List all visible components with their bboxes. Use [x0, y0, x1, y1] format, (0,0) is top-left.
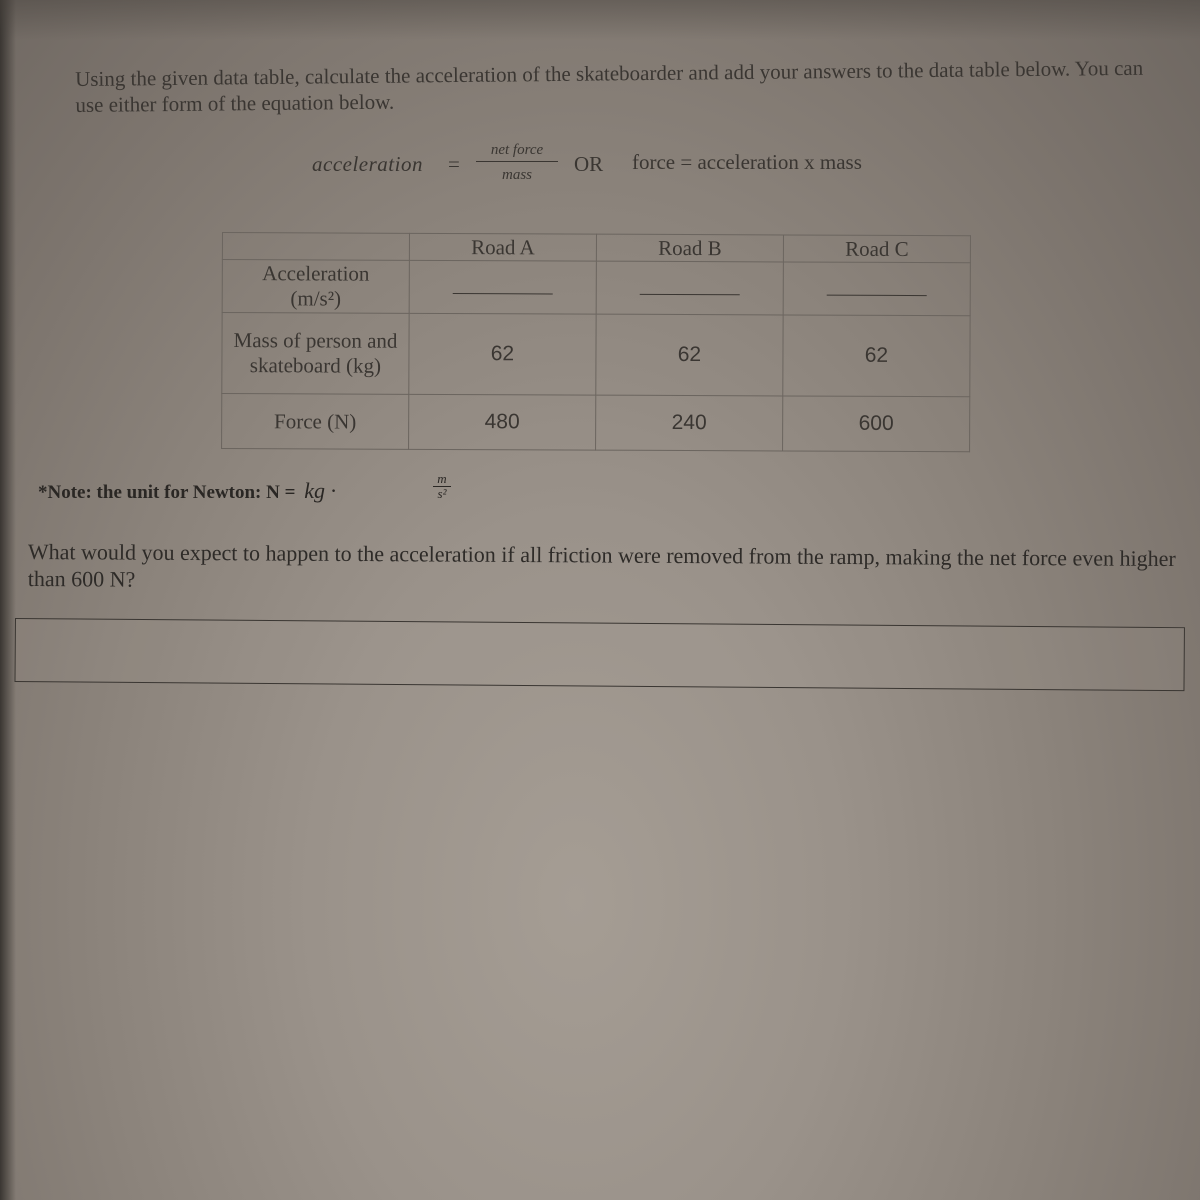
table-header-empty [222, 233, 409, 261]
answer-blank-road-c[interactable] [827, 294, 927, 295]
note-fraction-denominator: s² [437, 486, 447, 501]
acceleration-label: Acceleration [262, 261, 370, 286]
acceleration-road-a-cell[interactable] [409, 260, 596, 314]
acceleration-road-c-cell[interactable] [783, 262, 970, 316]
acceleration-unit: (m/s²) [290, 286, 342, 311]
equation-or: OR [574, 152, 604, 176]
table-row-force [222, 394, 970, 452]
equation-lhs: acceleration [312, 152, 423, 176]
note-fraction [433, 472, 451, 501]
page-top-shadow [0, 0, 1200, 40]
question-text: What would you expect to happen to the acceleration if all friction were removed from the ramp, making the net force even higher than 600 N? [27, 539, 1176, 592]
newton-unit-note [38, 471, 447, 504]
equation-fraction [476, 142, 558, 184]
table-header-road-c: Road C [783, 235, 970, 263]
acceleration-equation [312, 142, 932, 192]
equation-equals: = [448, 152, 460, 176]
note-kg: kg · [304, 478, 336, 503]
force-road-b: 240 [596, 395, 783, 451]
row-label-acceleration [222, 260, 409, 314]
table-header-road-b: Road B [596, 234, 783, 262]
table-row-acceleration [222, 260, 970, 316]
equation-numerator: net force [476, 142, 558, 162]
answer-blank-road-b[interactable] [640, 293, 740, 294]
data-table [221, 232, 971, 452]
table-row-mass [222, 313, 970, 397]
mass-road-b: 62 [596, 314, 783, 396]
row-label-force: Force (N) [222, 394, 409, 450]
equation-denominator: mass [501, 167, 532, 183]
row-label-mass: Mass of person and skateboard (kg) [222, 313, 409, 395]
table-header-road-a: Road A [409, 233, 596, 261]
force-road-c: 600 [783, 396, 970, 452]
answer-box[interactable] [14, 618, 1184, 691]
mass-road-c: 62 [783, 315, 970, 397]
instructions-text: Using the given data table, calculate the acceleration of the skateboarder and add your answers to the data table below. You can use either form of the equation below. [75, 55, 1144, 117]
equation-alternate: force = acceleration x mass [632, 150, 862, 174]
note-fraction-numerator: m [433, 472, 451, 487]
acceleration-road-b-cell[interactable] [596, 261, 783, 315]
note-text: *Note: the unit for Newton: N = [38, 482, 296, 503]
force-road-a: 480 [409, 394, 596, 450]
mass-road-a: 62 [409, 313, 596, 395]
answer-blank-road-a[interactable] [453, 293, 553, 294]
table-header-row [222, 233, 970, 263]
page-edge-shadow [0, 0, 16, 1200]
